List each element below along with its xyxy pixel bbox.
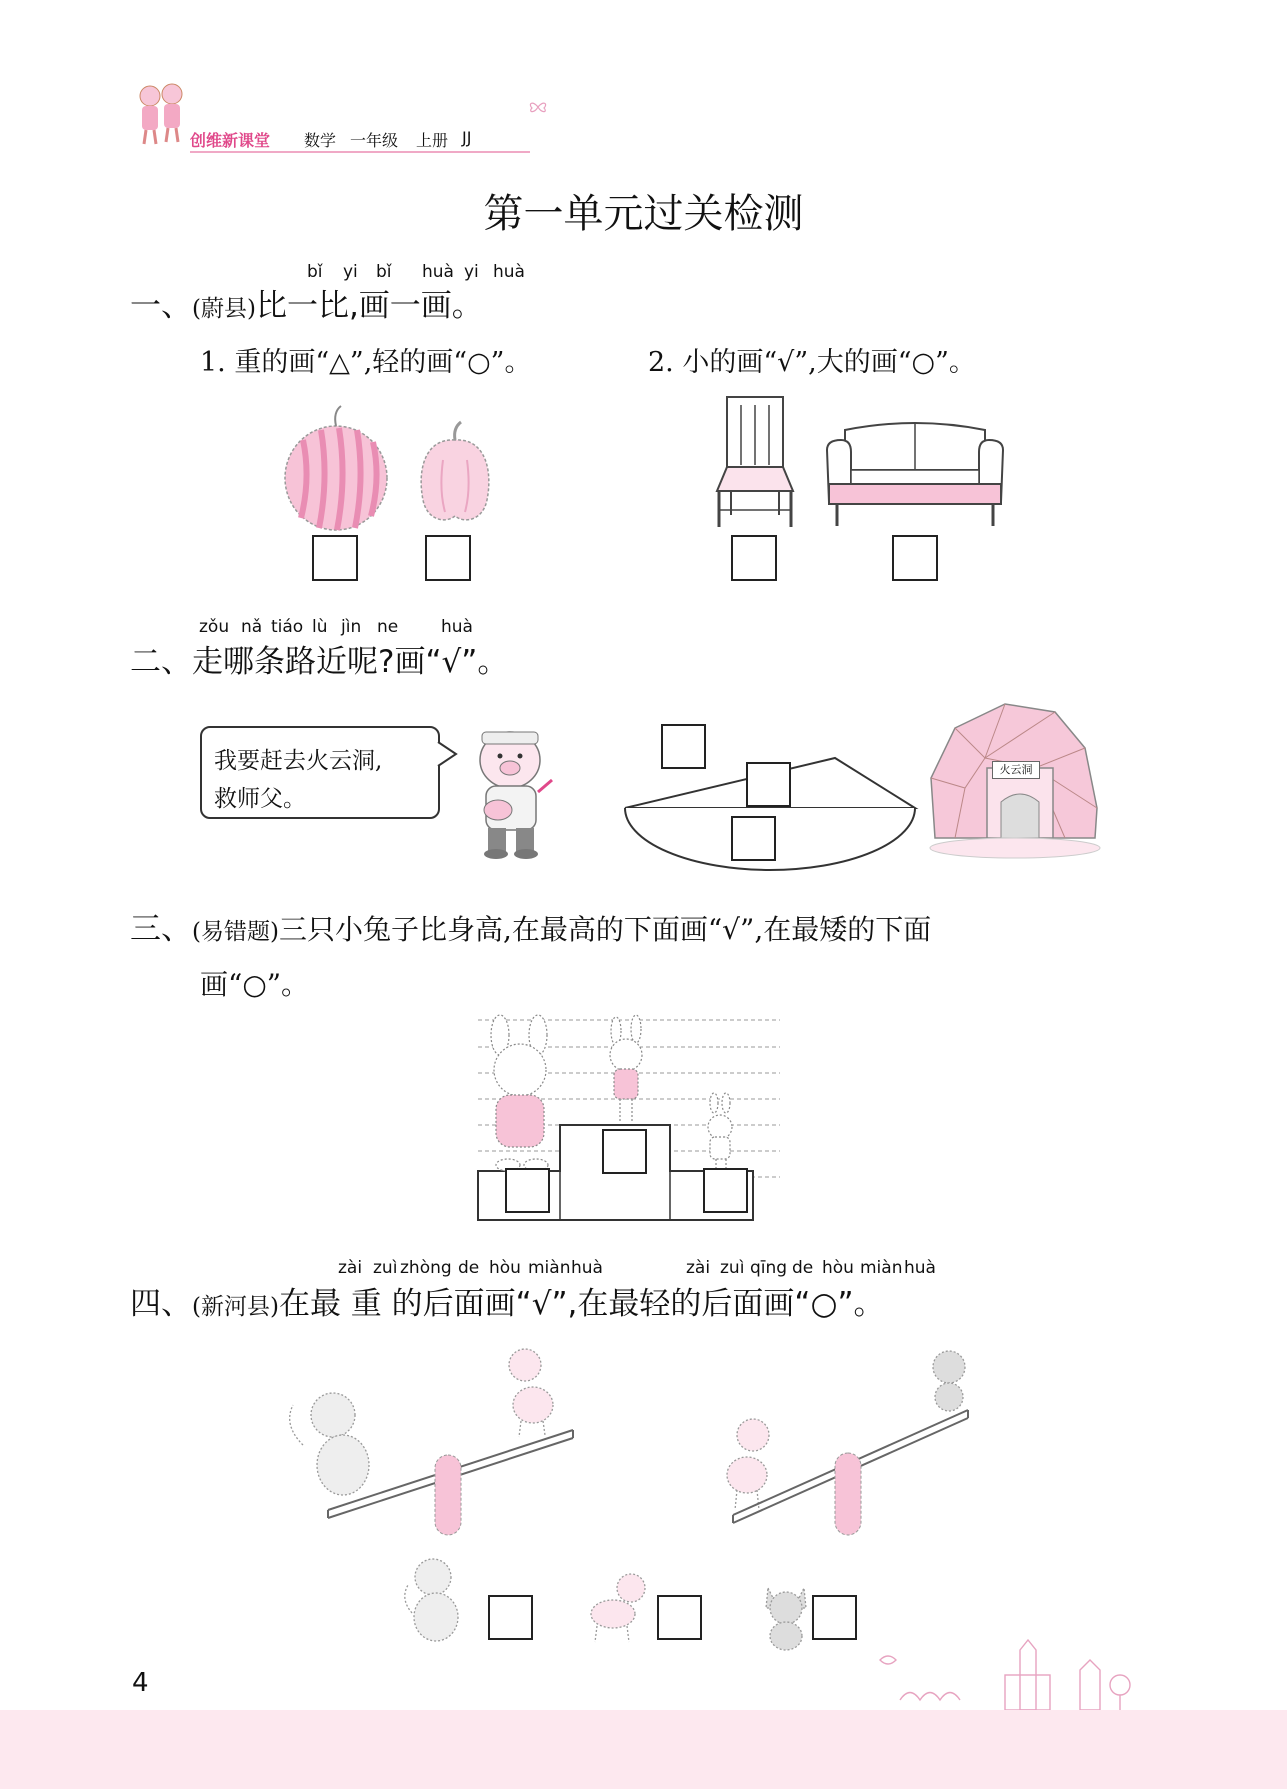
footer-band: [0, 1710, 1287, 1789]
q1-source: (蔚县): [192, 296, 256, 322]
cat-icon: [756, 1578, 816, 1658]
answer-box-middle-path[interactable]: [746, 762, 791, 807]
q3-text-line1: 三只小兔子比身高,在最高的下面画“√”,在最矮的下面: [278, 913, 932, 946]
speech-line-1: 我要赶去火云洞,: [214, 748, 383, 774]
grade: 一年级: [350, 131, 399, 150]
speech-bubble-tail: [438, 740, 458, 770]
q3-source: (易错题): [192, 919, 279, 945]
answer-box-top-path[interactable]: [661, 724, 706, 769]
answer-box-tall-rabbit[interactable]: [505, 1168, 550, 1213]
answer-box-small-rabbit[interactable]: [703, 1168, 748, 1213]
dog-icon: [583, 1570, 653, 1650]
speech-bubble: [200, 726, 440, 819]
subject: 数学: [304, 131, 337, 150]
chair-icon: [715, 395, 795, 530]
seesaw-monkey-dog: [283, 1345, 583, 1545]
volume: 上册: [416, 131, 449, 150]
q3-heading-line1: [130, 903, 931, 948]
castle-decoration-icon: [880, 1640, 1140, 1720]
q4-number: 四、: [130, 1286, 192, 1322]
q1-heading: [130, 280, 483, 325]
q1-text: 比一比,画一画。: [255, 288, 483, 324]
answer-box-pepper[interactable]: [425, 535, 471, 581]
sofa-icon: [825, 420, 1005, 530]
edition: JJ: [462, 128, 472, 147]
answer-box-monkey[interactable]: [488, 1595, 533, 1640]
monkey-icon: [398, 1555, 468, 1645]
q1-sub2: 2. 小的画“√”,大的画“○”。: [648, 347, 976, 378]
header: [120, 78, 480, 153]
pig-character-icon: [468, 722, 558, 862]
q2-number: 二、: [130, 644, 192, 680]
q1-sub1: 1. 重的画“△”,轻的画“○”。: [200, 347, 532, 378]
answer-box-chair[interactable]: [731, 535, 777, 581]
answer-box-sofa[interactable]: [892, 535, 938, 581]
speech-line-2: 救师父。: [214, 786, 306, 812]
page-number: 4: [132, 1668, 149, 1698]
header-rule: [190, 151, 530, 153]
answer-box-dog[interactable]: [657, 1595, 702, 1640]
answer-box-cat[interactable]: [812, 1595, 857, 1640]
q1-number: 一、: [130, 288, 192, 324]
page-title: 第一单元过关检测: [483, 191, 804, 237]
cave-sign: 火云洞: [992, 761, 1040, 779]
q2-text: 走哪条路近呢?画“√”。: [192, 644, 509, 680]
watermelon-icon: [283, 400, 393, 530]
seesaw-dog-cat: [713, 1345, 993, 1545]
answer-box-watermelon[interactable]: [312, 535, 358, 581]
q4-source: (新河县): [192, 1294, 279, 1320]
kids-logo-icon: [130, 78, 190, 148]
q4-heading: [130, 1278, 885, 1323]
q4-text: 在最 重 的后面画“√”,在最轻的后面画“○”。: [278, 1286, 885, 1322]
q3-number: 三、: [130, 911, 192, 947]
bell-pepper-icon: [415, 420, 495, 530]
answer-box-bottom-path[interactable]: [731, 816, 776, 861]
q2-heading: [130, 636, 508, 681]
butterfly-icon: [528, 100, 548, 114]
q3-text-line2: 画“○”。: [200, 968, 310, 1001]
brand-name: 创维新课堂: [190, 131, 271, 150]
answer-box-middle-rabbit[interactable]: [602, 1129, 647, 1174]
